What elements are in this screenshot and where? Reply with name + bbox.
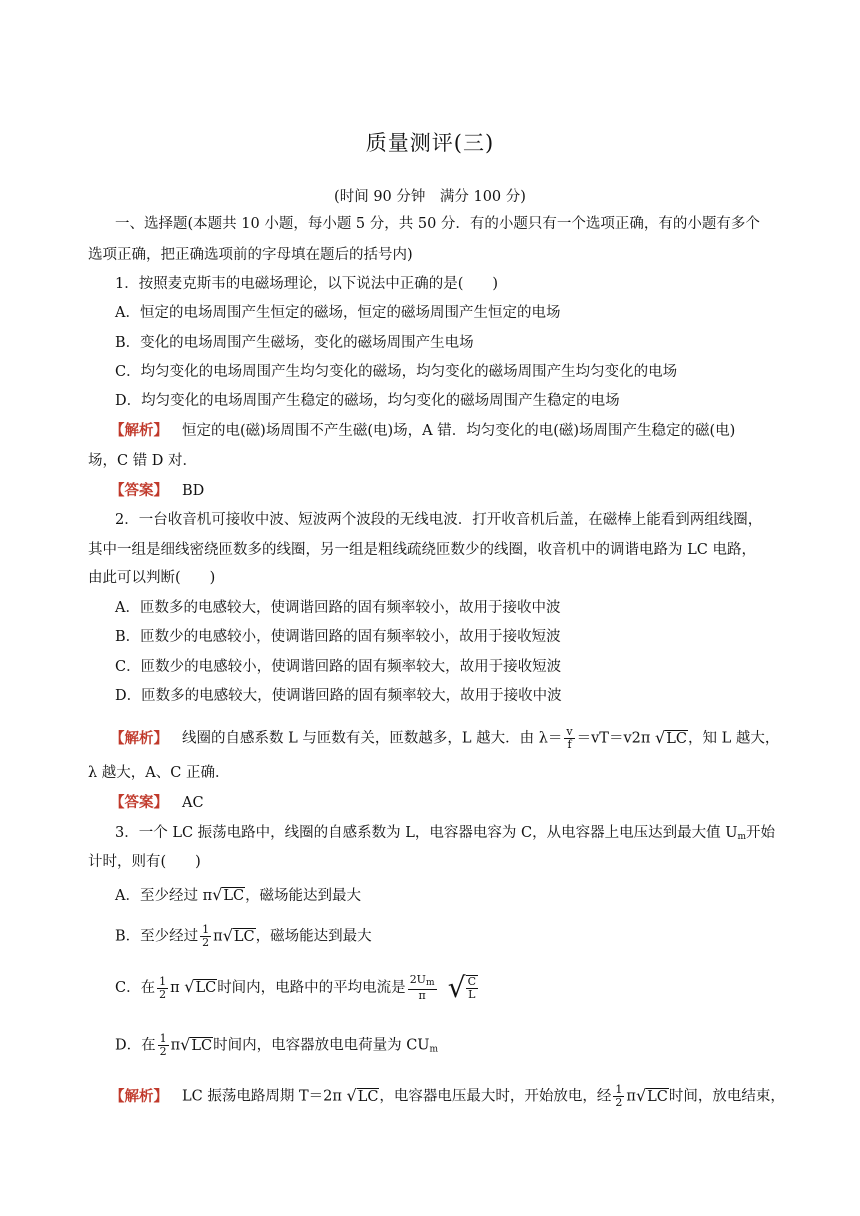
- q2-stem-line3: 由此可以判断( ): [88, 570, 216, 586]
- q2-answer-line: [110, 793, 810, 813]
- document-title: 质量测评(三): [365, 131, 495, 155]
- q1-answer-line: [110, 481, 810, 501]
- q3-stem-line1: 3．一个 LC 振荡电路中，线圈的自感系数为 L，电容器电容为 C，从电容器上电压达到最大值 $U_m$开始: [115, 825, 775, 842]
- fraction-one-half: $\frac{1}{2}$: [202, 923, 210, 949]
- section-instruction-line1: 一、选择题(本题共 10 小题，每小题 5 分，共 50 分．有的小题只有一个选项正确，有的小题有多个: [115, 216, 760, 232]
- q1-analysis-line2: 场，C 错 D 对．: [88, 453, 198, 469]
- q1-analysis-text: 恒定的电(磁)场周围不产生磁(电)场，A 错．均匀变化的电(磁)场周围产生稳定的磁(电): [182, 423, 736, 439]
- q2-stem-line1: 2．一台收音机可接收中波、短波两个波段的无线电波．打开收音机后盖，在磁棒上能看到两组线圈，: [115, 512, 763, 528]
- q2-analysis-text-a: 线圈的自感系数 L 与匝数有关，匝数越多，L 越大．由 λ＝: [182, 730, 563, 747]
- q1-option-c: C．均匀变化的电场周围产生均匀变化的磁场，均匀变化的磁场周围产生均匀变化的电场: [115, 364, 678, 380]
- sqrt-c-over-l: √ $\frac{C}{L}$: [447, 971, 476, 1004]
- q1-option-d: D．均匀变化的电场周围产生稳定的磁场，均匀变化的磁场周围产生稳定的电场: [115, 393, 620, 409]
- fraction-one-half: $\frac{1}{2}$: [159, 1032, 167, 1058]
- analysis-label: 【解析】: [110, 422, 168, 439]
- sqrt-lc: √LC: [212, 885, 245, 904]
- q2-analysis-line1: [110, 726, 810, 751]
- fraction-v-over-f: $\frac{v}{f}$: [566, 725, 573, 751]
- q2-option-d: D．匝数多的电感较大，使调谐回路的固有频率较大，故用于接收中波: [115, 688, 562, 704]
- q2-option-b: B．匝数少的电感较小，使调谐回路的固有频率较小，故用于接收短波: [115, 629, 561, 645]
- exam-meta: (时间 90 分钟 满分 100 分): [334, 189, 526, 205]
- q1-option-b: B．变化的电场周围产生磁场，变化的磁场周围产生电场: [115, 335, 474, 351]
- q2-analysis-text-b: ＝vT＝v2π: [576, 730, 651, 747]
- fraction-2um-over-pi: $\frac{2U_m}{\pi}$: [409, 973, 435, 1002]
- q1-stem: 1．按照麦克斯韦的电磁场理论，以下说法中正确的是( ): [115, 276, 499, 292]
- q3-option-a: A．至少经过 π√LC，磁场能达到最大: [115, 885, 362, 904]
- q2-stem-line2: 其中一组是细线密绕匝数多的线圈，另一组是粗线疏绕匝数少的线圈，收音机中的调谐电路为 LC 电路，: [88, 542, 756, 558]
- analysis-label: 【解析】: [110, 729, 168, 747]
- sqrt-lc: √LC: [635, 1085, 668, 1105]
- fraction-one-half: $\frac{1}{2}$: [159, 974, 167, 1001]
- q2-analysis-line2: λ 越大，A、C 正确．: [88, 765, 230, 781]
- q3-option-b: B．至少经过 $\frac{1}{2}$ π√LC，磁场能达到最大: [115, 923, 372, 949]
- q3-stem-line2: 计时，则有( ): [88, 854, 201, 870]
- q1-answer: BD: [182, 483, 205, 499]
- q2-option-c: C．匝数少的电感较小，使调谐回路的固有频率较大，故用于接收短波: [115, 659, 562, 675]
- q3-analysis-line1: 【解析】 LC 振荡电路周期 T＝2π √LC，电容器电压最大时，开始放电，经 $\frac{1}{2}$ π√LC时间，放电结束，: [110, 1083, 785, 1109]
- q1-analysis-line1: [110, 421, 810, 441]
- sqrt-lc: √LC: [184, 977, 217, 996]
- q2-option-a: A．匝数多的电感较大，使调谐回路的固有频率较小，故用于接收中波: [115, 600, 561, 616]
- section-instruction-line2: 选项正确，把正确选项前的字母填在题后的括号内): [88, 247, 413, 263]
- q1-option-a: A．恒定的电场周围产生恒定的磁场，恒定的磁场周围产生恒定的电场: [115, 305, 561, 321]
- sqrt-lc: √LC: [222, 925, 255, 945]
- sqrt-lc: √LC: [346, 1085, 379, 1105]
- q3-option-d: D．在 $\frac{1}{2}$ π√LC时间内，电容器放电电荷量为 $CU_m$: [115, 1032, 439, 1058]
- fraction-one-half: $\frac{1}{2}$: [615, 1083, 623, 1109]
- analysis-label: 【解析】: [110, 1087, 168, 1105]
- answer-label: 【答案】: [110, 794, 168, 811]
- q3-option-c: C．在 $\frac{1}{2}$ π √LC时间内，电路中的平均电流是 $\frac{2U_m}{\pi}$ √ $\frac{C}{L}$: [115, 971, 476, 1004]
- answer-label: 【答案】: [110, 482, 168, 499]
- q2-answer: AC: [182, 795, 204, 811]
- sqrt-lc: √LC: [180, 1034, 213, 1054]
- sqrt-lc: √LC: [655, 727, 687, 747]
- q2-analysis-text-c: ，知 L 越大，: [687, 730, 780, 747]
